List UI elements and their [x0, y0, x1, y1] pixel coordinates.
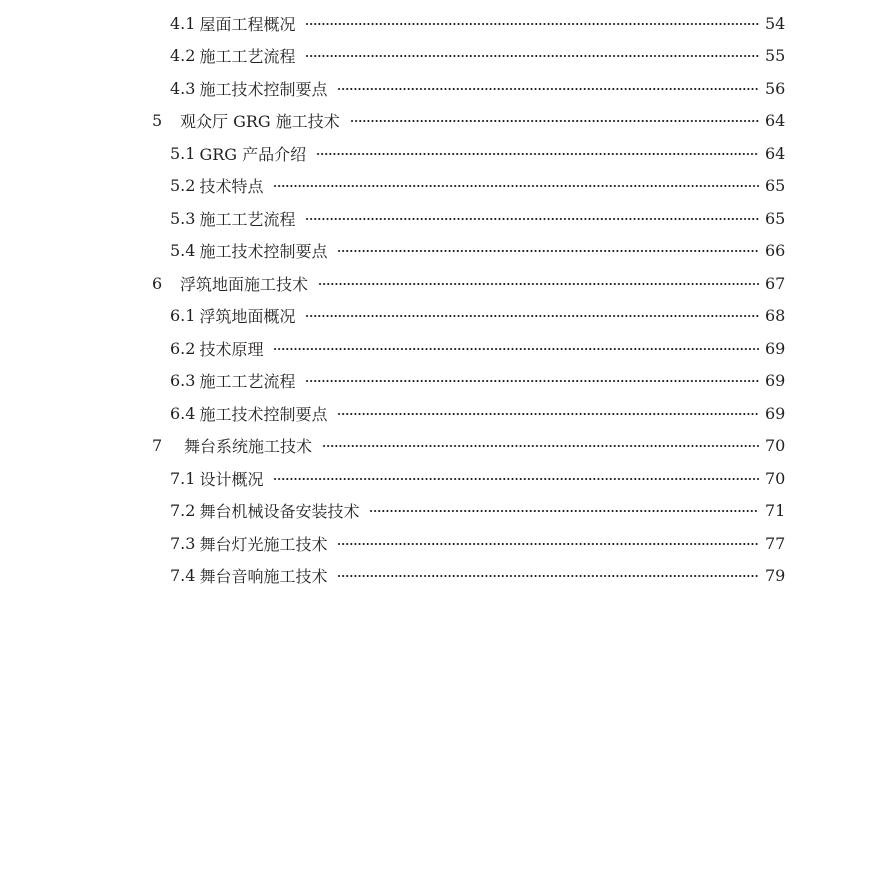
toc-entry-number: 6.2	[170, 338, 196, 358]
toc-line	[152, 435, 785, 457]
toc-line	[170, 565, 785, 587]
dot-leader	[350, 120, 759, 122]
toc-chapter-5[interactable]	[0, 104, 887, 137]
toc-entry-5-4[interactable]	[0, 234, 887, 267]
toc-entry-title: 施工工艺流程	[199, 47, 296, 66]
toc-entry-title: 技术原理	[199, 339, 264, 359]
toc-entry-6-1[interactable]	[0, 299, 887, 332]
toc-entry-page: 67	[765, 273, 786, 293]
toc-entry-number: 5.4	[170, 241, 196, 260]
toc-entry-7-4[interactable]	[0, 559, 887, 592]
toc-entry-7-2[interactable]	[0, 494, 887, 527]
toc-chapter-number: 5	[152, 111, 163, 130]
toc-entry-page: 68	[765, 306, 786, 325]
toc-entry-number: 5.1	[170, 143, 196, 163]
toc-chapter-number: 6	[152, 273, 163, 293]
toc-entry-page: 64	[765, 143, 786, 163]
toc-line	[170, 370, 785, 392]
toc-entry-6-3[interactable]	[0, 364, 887, 397]
dot-leader	[318, 283, 759, 285]
toc-line	[170, 175, 785, 197]
toc-entry-page: 79	[765, 566, 786, 585]
toc-entry-title: 屋面工程概况	[199, 14, 296, 34]
toc-entry-page: 69	[765, 371, 786, 390]
toc-entry-number: 6.3	[170, 371, 196, 390]
toc-entry-4-3[interactable]	[0, 71, 887, 104]
toc-chapter-number: 7	[152, 436, 163, 455]
toc-chapter-7[interactable]	[0, 429, 887, 462]
toc-entry-number: 5.2	[170, 176, 196, 195]
toc-entry-title: 舞台音响施工技术	[199, 567, 328, 586]
toc-entry-number: 7.4	[170, 566, 196, 585]
toc-line	[170, 305, 785, 327]
toc-entry-5-3[interactable]	[0, 201, 887, 234]
toc-entry-page: 56	[765, 78, 786, 98]
toc-entry-page: 69	[765, 403, 786, 423]
toc-entry-7-3[interactable]	[0, 526, 887, 559]
toc-chapter-title: 舞台系统施工技术	[184, 437, 313, 456]
dot-leader	[273, 185, 759, 187]
toc-entry-page: 54	[765, 13, 786, 33]
toc-chapter-title: 观众厅 GRG 施工技术	[180, 112, 340, 131]
toc-entry-page: 55	[765, 46, 786, 65]
toc-entry-number: 7.2	[170, 501, 196, 520]
toc-entry-page: 71	[765, 501, 786, 520]
toc-line	[152, 110, 785, 132]
toc-chapter-6[interactable]	[0, 266, 887, 299]
toc-line	[170, 467, 785, 489]
dot-leader	[337, 250, 759, 252]
toc-entry-number: 7.3	[170, 533, 196, 553]
toc-line	[170, 12, 785, 34]
toc-line	[170, 532, 785, 554]
toc-line	[170, 77, 785, 99]
dot-leader	[305, 218, 759, 220]
dot-leader	[322, 445, 759, 447]
toc-entry-number: 6.4	[170, 403, 196, 423]
toc-entry-6-4[interactable]	[0, 396, 887, 429]
toc-entry-title: 施工技术控制要点	[199, 404, 328, 424]
toc-entry-title: GRG 产品介绍	[199, 144, 307, 164]
dot-leader	[369, 510, 759, 512]
dot-leader	[273, 478, 759, 480]
toc-entry-number: 6.1	[170, 306, 196, 325]
toc-entry-number: 4.2	[170, 46, 196, 65]
toc-entry-page: 77	[765, 533, 786, 553]
toc-entry-number: 5.3	[170, 208, 196, 228]
toc-line	[170, 142, 785, 164]
dot-leader	[305, 380, 759, 382]
toc-entry-5-1[interactable]	[0, 136, 887, 169]
toc-chapter-title: 浮筑地面施工技术	[180, 274, 309, 294]
toc-line	[170, 402, 785, 424]
toc-entry-page: 65	[765, 208, 786, 228]
toc-line	[170, 207, 785, 229]
toc-entry-number: 4.3	[170, 78, 196, 98]
toc-entry-title: 浮筑地面概况	[199, 307, 296, 326]
dot-leader	[337, 543, 759, 545]
toc-entry-7-1[interactable]	[0, 461, 887, 494]
dot-leader	[305, 315, 759, 317]
toc-entry-title: 施工技术控制要点	[199, 242, 328, 261]
dot-leader	[337, 575, 759, 577]
dot-leader	[305, 55, 759, 57]
dot-leader	[316, 153, 759, 155]
toc-entry-title: 施工工艺流程	[199, 209, 296, 229]
toc-line	[170, 45, 785, 67]
dot-leader	[337, 413, 759, 415]
toc-entry-6-2[interactable]	[0, 331, 887, 364]
toc-entry-title: 舞台机械设备安装技术	[199, 502, 360, 521]
dot-leader	[305, 23, 759, 25]
toc-entry-4-1[interactable]	[0, 6, 887, 39]
toc-entry-page: 64	[765, 111, 786, 130]
toc-line	[170, 500, 785, 522]
toc-entry-page: 70	[765, 468, 786, 488]
toc-entry-page: 66	[765, 241, 786, 260]
dot-leader	[337, 88, 759, 90]
toc-entry-page: 65	[765, 176, 786, 195]
toc-entry-number: 4.1	[170, 13, 196, 33]
toc-entry-page: 69	[765, 338, 786, 358]
toc-entry-title: 施工技术控制要点	[199, 79, 328, 99]
dot-leader	[273, 348, 759, 350]
toc-entry-title: 设计概况	[199, 469, 264, 489]
toc-entry-4-2[interactable]	[0, 39, 887, 72]
table-of-contents	[0, 6, 887, 591]
toc-entry-5-2[interactable]	[0, 169, 887, 202]
toc-entry-title: 技术特点	[199, 177, 264, 196]
toc-entry-number: 7.1	[170, 468, 196, 488]
toc-line	[152, 272, 785, 294]
toc-entry-title: 舞台灯光施工技术	[199, 534, 328, 554]
toc-line	[170, 240, 785, 262]
toc-entry-title: 施工工艺流程	[199, 372, 296, 391]
toc-entry-page: 70	[765, 436, 786, 455]
toc-line	[170, 337, 785, 359]
